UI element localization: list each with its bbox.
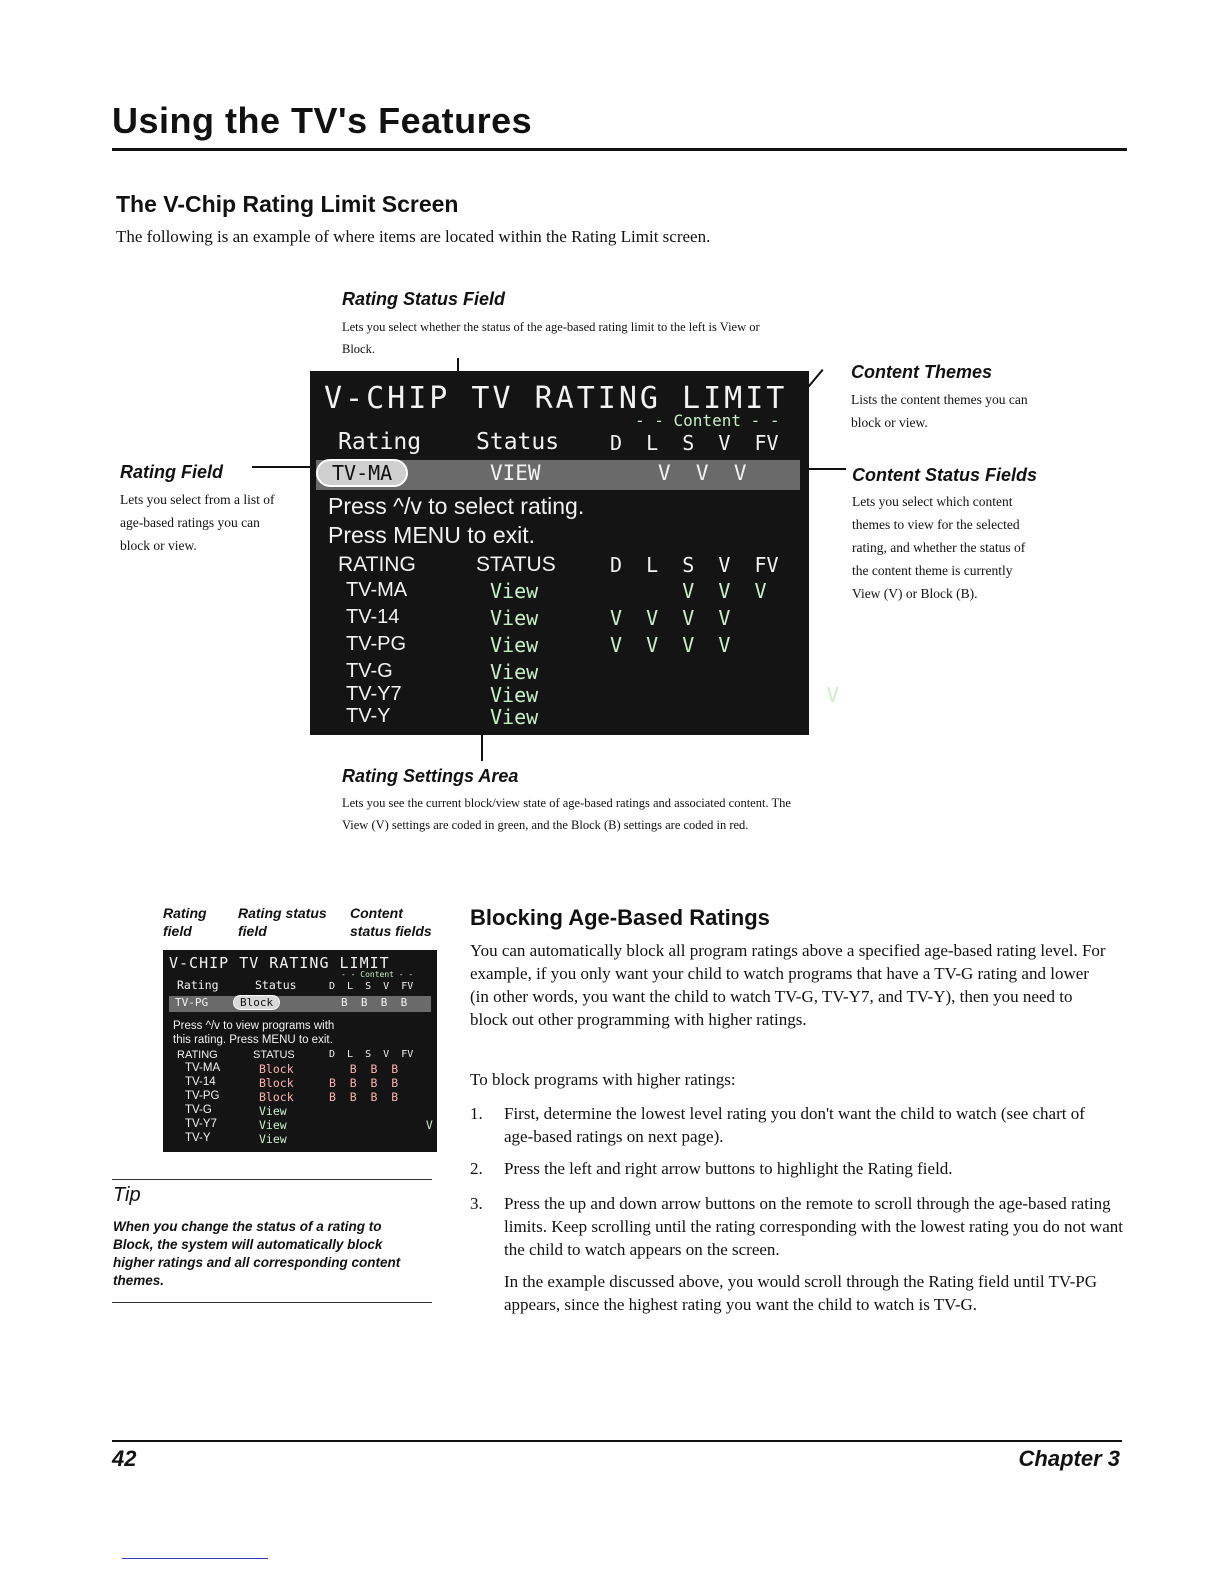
table-row-rating: TV-Y7: [185, 1118, 217, 1130]
rating-field-callout-body: Lets you select from a list of age-based ratings you can block or view.: [120, 492, 275, 553]
table-row-rating: TV-Y: [346, 705, 391, 727]
rating-column-label: Rating: [177, 978, 219, 992]
table-row-rating: TV-Y: [185, 1132, 211, 1144]
help-line-2: Press MENU to exit.: [328, 522, 536, 548]
table-header-themes: D L S V FV: [329, 1049, 414, 1060]
table-row-status: View: [259, 1104, 287, 1118]
help-line-1: Press ^/v to view programs with: [173, 1020, 335, 1032]
table-row-rating: TV-14: [346, 606, 400, 628]
table-row-themes: B B B B: [329, 1076, 399, 1090]
content-status-leader: [806, 468, 846, 470]
scan-artifact-line: [122, 1558, 268, 1559]
header-rule: [112, 148, 1127, 151]
content-themes-header: D L S V FV: [610, 431, 779, 455]
rating-column-label: Rating: [338, 429, 422, 455]
content-status-fields[interactable]: B B B B: [341, 996, 408, 1009]
table-row-themes: B B B: [329, 1062, 399, 1076]
table-row-status: Block: [259, 1076, 294, 1090]
tip-rule-bottom: [112, 1302, 432, 1303]
blocking-para-1: You can automatically block all program ratings above a specified age-based rating level. For example, if you only want your child to watch programs that have a TV-G rating and lower (in other words, you want the child to watch TV-G, TV-Y7, and TV-Y), then you need to block out other programming with higher ratings.: [470, 941, 1106, 1029]
blocking-para-2: To block programs with higher ratings:: [470, 1070, 736, 1089]
table-header-status: STATUS: [253, 1049, 295, 1061]
status-column-label: Status: [255, 978, 297, 992]
table-header-rating: RATING: [177, 1049, 218, 1061]
table-row-status: View: [259, 1132, 287, 1146]
rating-field-selector[interactable]: TV-PG: [175, 996, 209, 1009]
table-row-rating: TV-PG: [185, 1090, 220, 1102]
table-row-status: View: [490, 660, 539, 684]
rating-settings-callout-body: Lets you see the current block/view state of age-based ratings and associated content. The View (V) settings are coded in green, and the Block (B) settings are coded in red.: [342, 796, 791, 832]
step-text: First, determine the lowest level rating you don't want the child to watch (see chart of age-based ratings on next page).: [504, 1104, 1085, 1146]
status-column-label: Status: [476, 429, 560, 455]
tip-body: When you change the status of a rating to Block, the system will automatically block higher ratings and all corresponding content themes.: [113, 1219, 401, 1288]
blocking-para-3: In the example discussed above, you would scroll through the Rating field until TV-PG appears, since the highest rating you want the child to watch is TV-G.: [504, 1272, 1098, 1314]
rating-status-field[interactable]: Block: [233, 995, 280, 1010]
table-row-rating: TV-14: [185, 1076, 216, 1088]
content-status-fields[interactable]: V V V: [658, 461, 747, 485]
rating-settings-callout-title: Rating Settings Area: [342, 766, 519, 786]
table-row-status: View: [490, 705, 539, 729]
rating-status-callout-title: Rating Status Field: [342, 289, 506, 309]
tip-rule-top: [112, 1179, 432, 1180]
rating-field-callout-title: Rating Field: [120, 462, 223, 482]
rating-field-leader: [252, 466, 314, 468]
table-row-themes: V V V V: [610, 606, 731, 630]
table-row-status: Block: [259, 1062, 294, 1076]
table-row-status: View: [490, 633, 539, 657]
small-label-rating-status: Rating status field: [238, 905, 327, 939]
table-row-themes: B B B B: [329, 1090, 399, 1104]
content-themes-header: D L S V FV: [329, 981, 414, 992]
table-header-rating: RATING: [338, 553, 416, 576]
rating-status-field[interactable]: VIEW: [490, 461, 541, 485]
table-row-rating: TV-Y7: [346, 683, 402, 705]
table-row-status: View: [259, 1118, 287, 1132]
table-row-rating: TV-PG: [346, 633, 407, 655]
screen-title: V-CHIP TV RATING LIMIT: [169, 954, 390, 972]
table-header-themes: D L S V FV: [610, 553, 779, 577]
help-line-2: this rating. Press MENU to exit.: [173, 1034, 333, 1046]
footer-rule: [112, 1440, 1122, 1442]
v-chip-screen-small: [163, 950, 437, 1152]
table-row-rating: TV-G: [185, 1104, 212, 1116]
page-number: 42: [112, 1446, 137, 1471]
rating-status-callout-body: Lets you select whether the status of the age-based rating limit to the left is View or Block.: [342, 320, 760, 356]
step-text: Press the up and down arrow buttons on the remote to scroll through the age-based rating limits. Keep scrolling until the rating corresponding with the lowest rating you do not want the child to watch appears on the screen.: [504, 1194, 1123, 1259]
screen-title: V-CHIP TV RATING LIMIT: [324, 381, 788, 416]
table-row-status: View: [490, 606, 539, 630]
content-themes-callout-body: Lists the content themes you can block or view.: [851, 392, 1028, 430]
small-label-content-status: Content status fields: [350, 905, 432, 939]
table-row-status: Block: [259, 1090, 294, 1104]
help-line-1: Press ^/v to select rating.: [328, 493, 585, 519]
content-status-callout-title: Content Status Fields: [852, 465, 1038, 485]
section-intro: The following is an example of where items are located within the Rating Limit screen.: [116, 227, 711, 246]
table-row-themes: V: [610, 683, 839, 707]
rating-settings-leader: [481, 735, 483, 761]
step-number: 1.: [470, 1104, 483, 1123]
table-row-rating: TV-G: [346, 660, 393, 682]
content-label: - - Content - -: [341, 970, 414, 979]
step-number: 3.: [470, 1194, 483, 1213]
content-label: - - Content - -: [635, 411, 780, 430]
v-chip-screen-large: [310, 371, 839, 735]
table-row-status: View: [490, 579, 539, 603]
section-title: The V-Chip Rating Limit Screen: [116, 191, 459, 217]
table-row-rating: TV-MA: [185, 1062, 221, 1074]
rating-field-selector[interactable]: TV-MA: [316, 459, 408, 487]
step-number: 2.: [470, 1159, 483, 1178]
table-row-themes: V: [329, 1118, 433, 1132]
chapter-title: Using the TV's Features: [112, 100, 533, 141]
table-header-status: STATUS: [476, 553, 556, 576]
blocking-title: Blocking Age-Based Ratings: [470, 905, 770, 930]
table-row-themes: V V V V: [610, 633, 731, 657]
small-label-rating-field: Rating field: [163, 905, 207, 939]
step-text: Press the left and right arrow buttons to highlight the Rating field.: [504, 1159, 953, 1178]
content-status-callout-body: Lets you select which content themes to view for the selected rating, and whether the status of the content theme is currently View (V) or Block (B).: [852, 494, 1026, 601]
content-themes-callout-title: Content Themes: [851, 362, 993, 382]
table-row-status: View: [490, 683, 539, 707]
chapter-label: Chapter 3: [1018, 1446, 1120, 1471]
table-row-rating: TV-MA: [346, 579, 408, 601]
table-row-themes: V V V: [610, 579, 767, 603]
tip-label: Tip: [113, 1184, 141, 1206]
